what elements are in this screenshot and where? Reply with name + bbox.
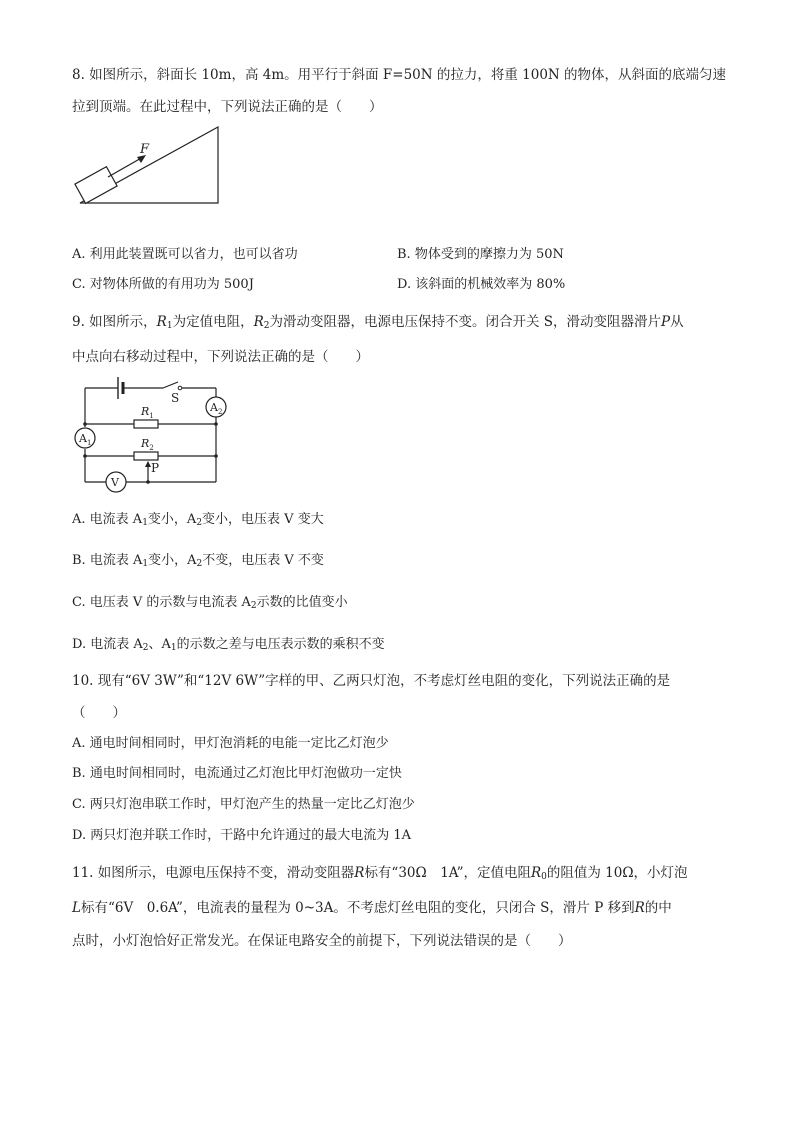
- force-label: F: [140, 142, 150, 157]
- q10-stem-line2: （ ）: [72, 705, 126, 721]
- q10-stem-line1: 10. 现有“6V 3W”和“12V 6W”字样的甲、乙两只灯泡，不考虑灯丝电阻的变化，下列说法正确的是: [72, 673, 671, 689]
- q8-incline-figure: [70, 122, 230, 208]
- force-arrow: [108, 157, 143, 177]
- q11-stem-line3: 点时，小灯泡恰好正常发光。在保证电路安全的前提下，下列说法错误的是（ ）: [72, 933, 572, 949]
- switch-label: S: [171, 391, 180, 405]
- q8-stem-line2: 拉到顶端。在此过程中，下列说法正确的是（ ）: [72, 99, 383, 115]
- slider-label: P: [151, 461, 160, 475]
- svg-text:R1: $R_1$: [141, 405, 154, 420]
- rheostat-r2: [134, 452, 158, 460]
- q8-option-c[interactable]: C. 对物体所做的有用功为 500J: [72, 277, 254, 292]
- block: [75, 167, 117, 204]
- q9-option-c[interactable]: C. 电压表 V 的示数与电流表 $A_2$示数的比值变小: [72, 595, 348, 611]
- q10-option-c[interactable]: C. 两只灯泡串联工作时，甲灯泡产生的热量一定比乙灯泡少: [72, 797, 415, 812]
- switch-contact: [178, 386, 182, 390]
- svg-text:R2: $R_2$: [141, 437, 154, 452]
- q8-stem-line1: 8. 如图所示，斜面长 10m，高 4m。用平行于斜面 F=50N 的拉力，将重 100N 的物体，从斜面的底端匀速: [72, 67, 727, 83]
- q11-stem-line2: L标有“6V 0.6A”，电流表的量程为 0~3A。不考虑灯丝电阻的变化，只闭合 S，滑片 P 移到R的中: [72, 900, 672, 916]
- q9-stem-line2: 中点向右移动过程中，下列说法正确的是（ ）: [72, 349, 369, 365]
- svg-text:V: V: [111, 476, 119, 489]
- q8-option-d[interactable]: D. 该斜面的机械效率为 80%: [397, 277, 566, 292]
- q10-option-b[interactable]: B. 通电时间相同时，电流通过乙灯泡比甲灯泡做功一定快: [72, 766, 402, 781]
- q9-circuit-figure: [70, 372, 240, 498]
- q8-option-b[interactable]: B. 物体受到的摩擦力为 50N: [397, 247, 564, 262]
- q10-option-a[interactable]: A. 通电时间相同时，甲灯泡消耗的电能一定比乙灯泡少: [72, 736, 389, 751]
- q9-stem-line1: 9. 如图所示，$R_1$为定值电阻，$R_2$为滑动变阻器，电源电压保持不变。闭合开关 S，滑动变阻器滑片P从: [72, 314, 684, 331]
- q9-option-d[interactable]: D. 电流表 $A_2$、$A_1$的示数之差与电压表示数的乘积不变: [72, 637, 385, 653]
- q10-option-d[interactable]: D. 两只灯泡并联工作时，干路中允许通过的最大电流为 1A: [72, 828, 412, 843]
- svg-text:A2: $A_2$: [210, 401, 223, 416]
- q9-option-b[interactable]: B. 电流表 $A_1$变小，$A_2$不变，电压表 V 不变: [72, 553, 324, 569]
- q8-option-a[interactable]: A. 利用此装置既可以省力，也可以省功: [72, 247, 298, 262]
- switch-blade: [163, 382, 178, 388]
- resistor-r1: [134, 420, 158, 428]
- svg-text:A1: $A_1$: [79, 432, 92, 447]
- q9-option-a[interactable]: A. 电流表 $A_1$变小，$A_2$变小，电压表 V 变大: [72, 512, 324, 528]
- q11-stem-line1: 11. 如图所示，电源电压保持不变，滑动变阻器R标有“30Ω 1A”，定值电阻$R_0$的阻值为 10Ω，小灯泡: [72, 865, 688, 882]
